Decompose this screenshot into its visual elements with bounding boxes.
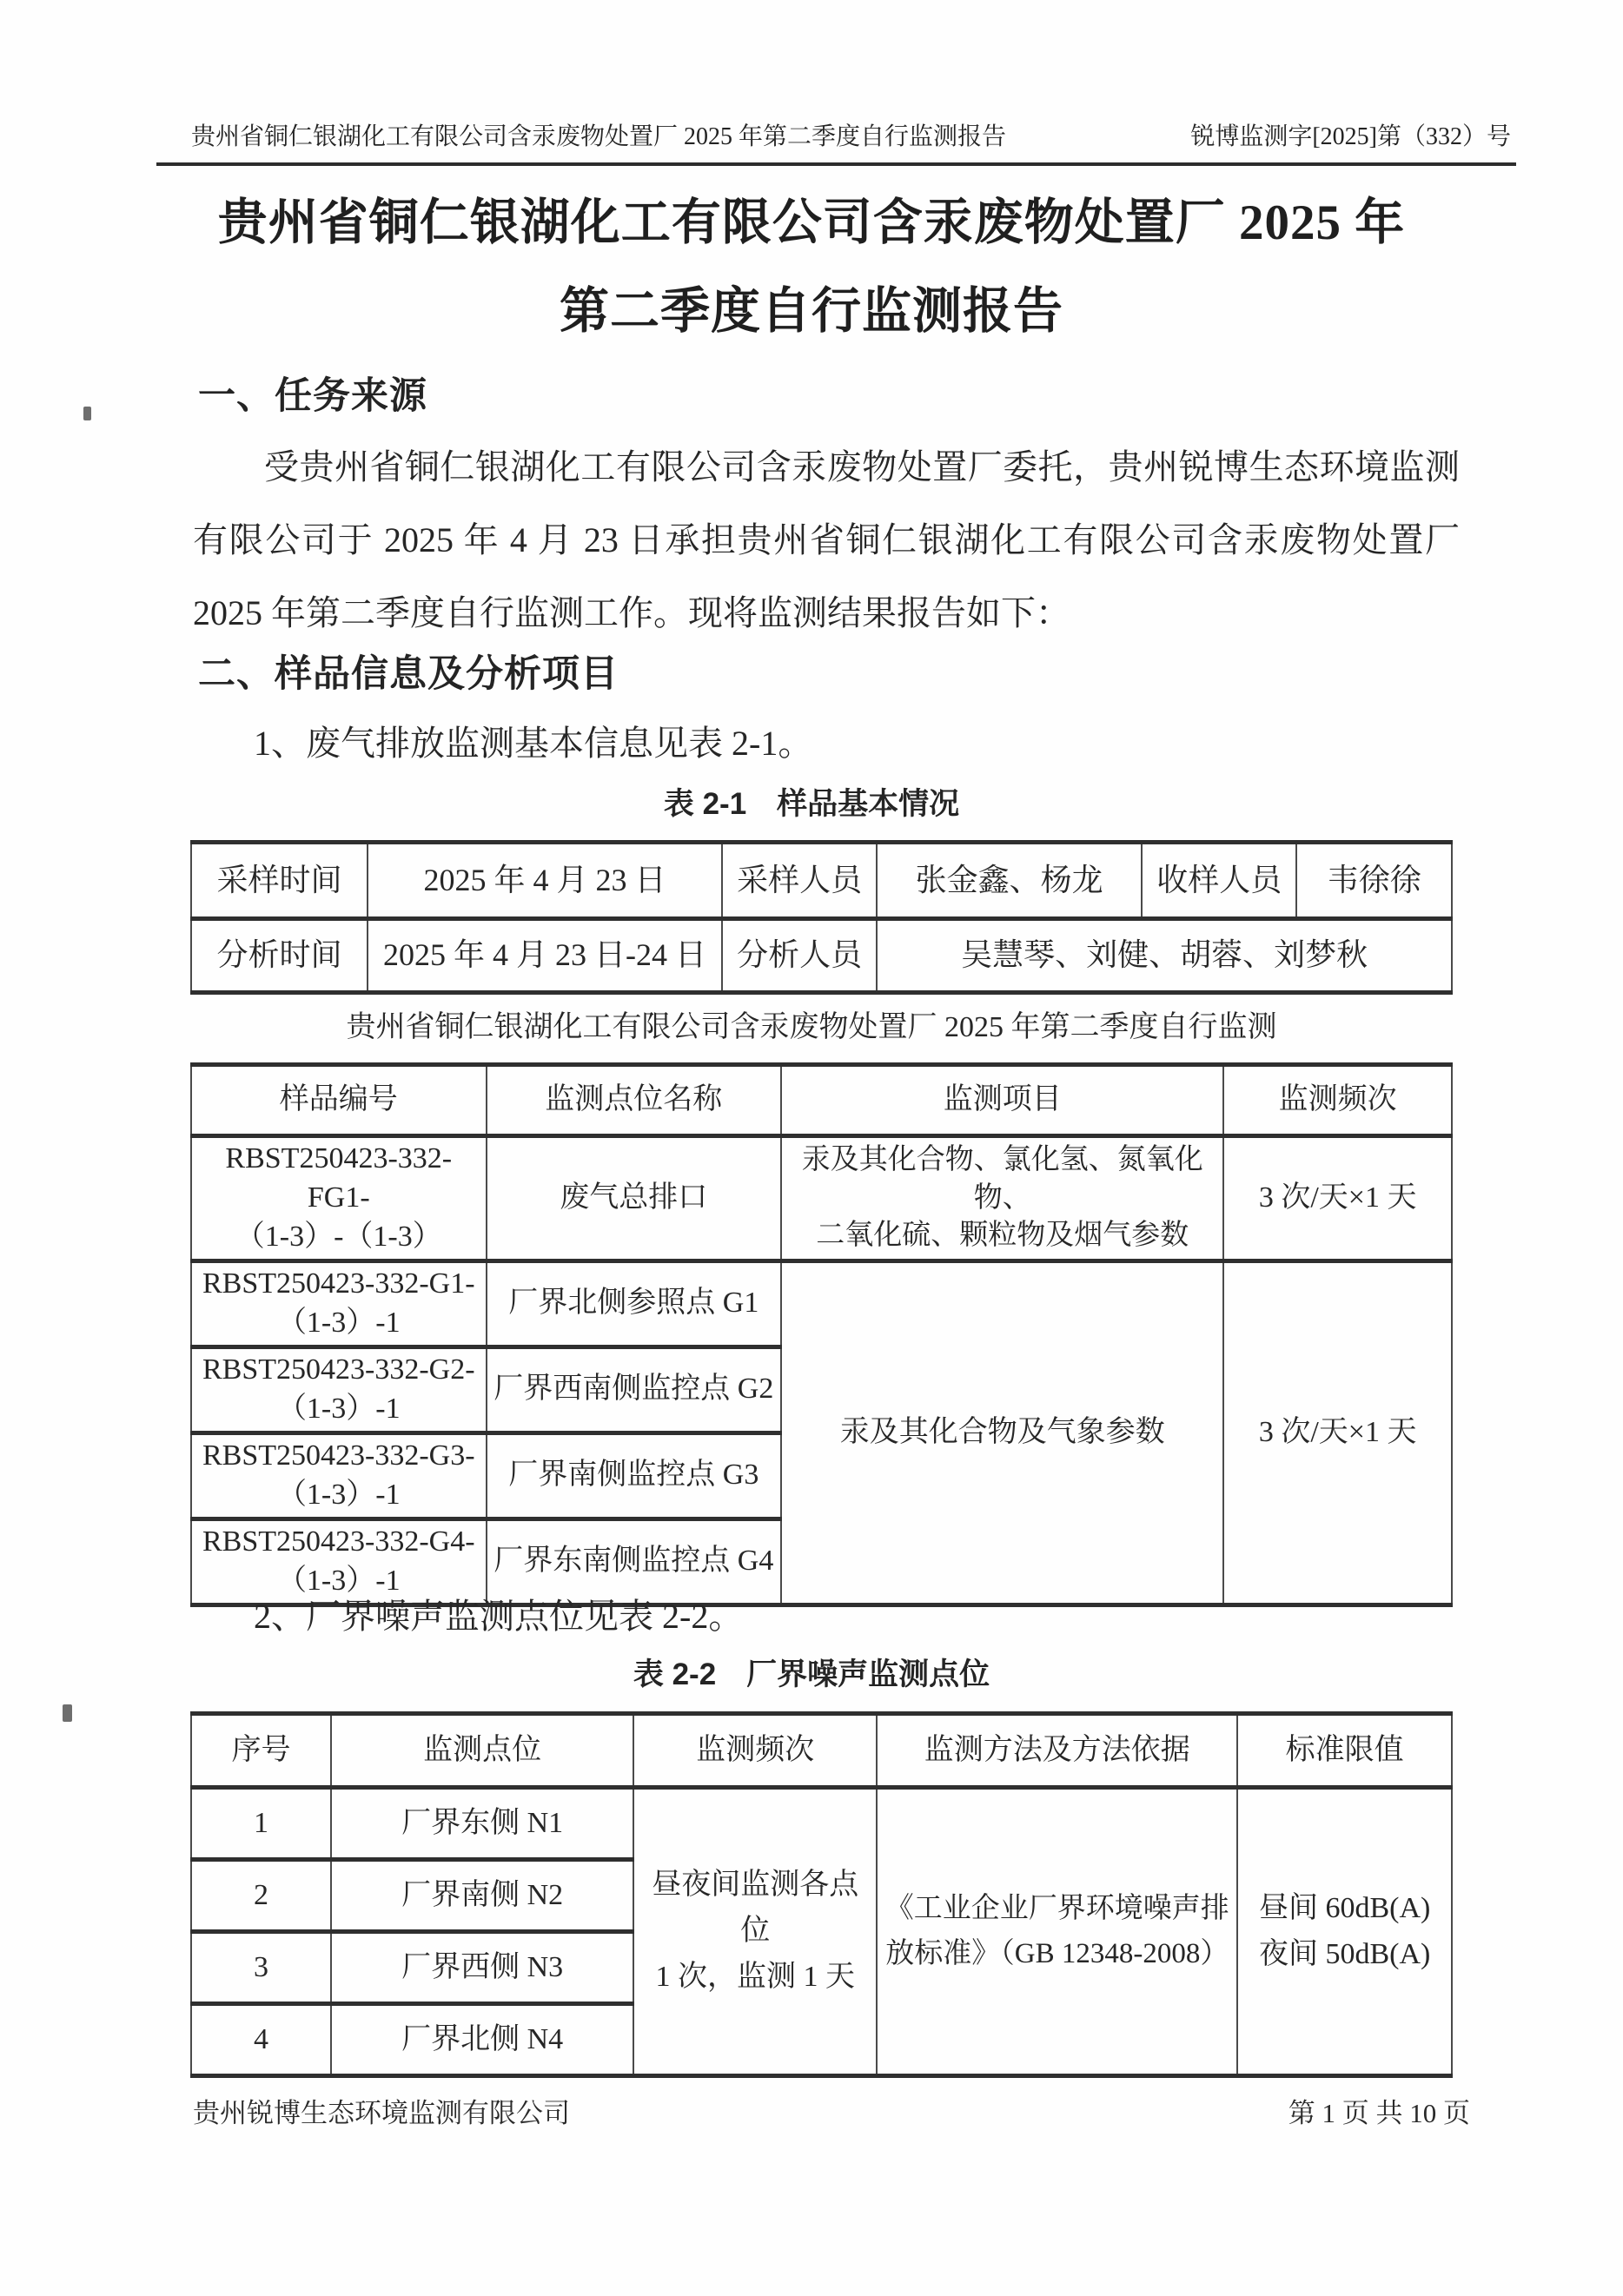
cell-label: 分析人员 — [722, 919, 877, 993]
section1-heading: 一、任务来源 — [198, 375, 427, 417]
sample-id-line1: RBST250423-332-G3- — [202, 1439, 475, 1472]
table21-subcaption: 贵州省铜仁银湖化工有限公司含汞废物处置厂 2025 年第二季度自行监测 — [346, 1011, 1277, 1043]
header-doc-number: 锐博监测字[2025]第（332）号 — [1190, 123, 1511, 150]
table-row — [191, 1136, 1452, 1261]
merged-method-cell — [877, 1788, 1237, 2076]
report-title-line1: 贵州省铜仁银湖化工有限公司含汞废物处置厂 2025 年 — [217, 195, 1406, 250]
report-title-line2: 第二季度自行监测报告 — [560, 284, 1063, 339]
index-cell: 1 — [191, 1788, 331, 1860]
limit-day: 昼间 60dB(A) — [1258, 1891, 1431, 1924]
point-cell: 厂界南侧监控点 G3 — [487, 1433, 782, 1519]
frequency-line2: 1 次，监测 1 天 — [655, 1960, 856, 1993]
column-header: 监测点位 — [331, 1714, 633, 1788]
column-header: 监测项目 — [781, 1065, 1223, 1136]
scan-artifact — [63, 1704, 72, 1722]
page-header — [156, 120, 1516, 166]
table-row — [191, 1788, 1452, 1860]
table-header-row — [191, 1065, 1452, 1136]
sample-id-line2: （1-3）-1 — [276, 1306, 401, 1339]
table-row — [191, 1260, 1452, 1347]
table-row — [191, 843, 1452, 919]
merged-items-cell: 汞及其化合物及气象参数 — [781, 1260, 1223, 1605]
method-line2: 放标准》（GB 12348-2008） — [885, 1937, 1229, 1969]
column-header: 监测频次 — [1223, 1065, 1452, 1136]
sample-id-cell — [191, 1519, 487, 1605]
cell-label: 分析时间 — [191, 919, 368, 993]
table-2-2-noise-points — [190, 1711, 1453, 2078]
list-item-1: 1、废气排放监测基本信息见表 2-1。 — [254, 724, 813, 763]
table-2-1-monitoring — [190, 1062, 1453, 1607]
table22-caption: 表 2-2 厂界噪声监测点位 — [633, 1657, 990, 1691]
cell-label: 收样人员 — [1142, 843, 1296, 919]
sample-id-line2: （1-3）-1 — [276, 1564, 401, 1597]
index-cell: 3 — [191, 1932, 331, 2004]
sample-id-line2: （1-3）-（1-3） — [235, 1220, 442, 1253]
point-cell: 厂界东南侧监控点 G4 — [487, 1519, 782, 1605]
cell-label: 采样人员 — [722, 843, 877, 919]
table-row — [191, 919, 1452, 993]
items-line1: 汞及其化合物、氯化氢、氮氧化物、 — [801, 1143, 1203, 1214]
sample-id-line1: RBST250423-332-G1- — [202, 1267, 475, 1300]
point-cell: 厂界北侧参照点 G1 — [487, 1260, 782, 1347]
page-footer — [193, 2095, 1470, 2132]
column-header: 监测频次 — [633, 1714, 877, 1788]
sample-id-line2: （1-3）-1 — [276, 1392, 401, 1425]
footer-page-number: 第 1 页 共 10 页 — [1288, 2098, 1470, 2128]
column-header: 标准限值 — [1237, 1714, 1452, 1788]
table21-caption: 表 2-1 样品基本情况 — [663, 787, 960, 821]
sample-id-line2: （1-3）-1 — [276, 1478, 401, 1511]
section2-heading: 二、样品信息及分析项目 — [198, 653, 619, 695]
sample-id-line1: RBST250423-332-FG1- — [225, 1142, 453, 1214]
column-header: 样品编号 — [191, 1065, 487, 1136]
sample-id-line1: RBST250423-332-G2- — [202, 1353, 475, 1386]
cell-value: 2025 年 4 月 23 日 — [368, 843, 722, 919]
cell-value: 2025 年 4 月 23 日-24 日 — [368, 919, 722, 993]
merged-frequency-cell: 3 次/天×1 天 — [1223, 1260, 1452, 1605]
column-header: 监测点位名称 — [487, 1065, 782, 1136]
column-header: 序号 — [191, 1714, 331, 1788]
items-cell — [781, 1136, 1223, 1261]
merged-limit-cell — [1237, 1788, 1452, 2076]
header-left-text: 贵州省铜仁银湖化工有限公司含汞废物处置厂 2025 年第二季度自行监测报告 — [191, 123, 1007, 150]
sample-id-cell — [191, 1260, 487, 1347]
frequency-cell: 3 次/天×1 天 — [1223, 1136, 1452, 1261]
point-cell: 厂界西侧 N3 — [331, 1932, 633, 2004]
sample-id-cell — [191, 1347, 487, 1433]
method-line1: 《工业企业厂界环境噪声排 — [884, 1893, 1229, 1925]
table-2-1-sample-info — [190, 840, 1453, 995]
cell-value: 韦徐徐 — [1296, 843, 1452, 919]
cell-label: 采样时间 — [191, 843, 368, 919]
table-header-row — [191, 1714, 1452, 1788]
index-cell: 4 — [191, 2004, 331, 2076]
scan-artifact — [83, 407, 91, 420]
frequency-line1: 昼夜间监测各点位 — [652, 1869, 859, 1948]
limit-night: 夜间 50dB(A) — [1258, 1937, 1431, 1970]
section1-paragraph: 受贵州省铜仁银湖化工有限公司含汞废物处置厂委托，贵州锐博生态环境监测有限公司于 2025 年 4 月 23 日承担贵州省铜仁银湖化工有限公司含汞废物处置厂 2025 年第二季度自行监测工作。现将监测结果报告如下： — [193, 447, 1460, 632]
sample-id-line1: RBST250423-332-G4- — [202, 1525, 475, 1558]
footer-company: 贵州锐博生态环境监测有限公司 — [193, 2098, 570, 2128]
cell-value: 张金鑫、杨龙 — [877, 843, 1142, 919]
merged-frequency-cell — [633, 1788, 877, 2076]
point-cell: 废气总排口 — [487, 1136, 782, 1261]
items-line2: 二氧化硫、颗粒物及烟气参数 — [816, 1220, 1189, 1252]
sample-id-cell — [191, 1433, 487, 1519]
point-cell: 厂界南侧 N2 — [331, 1860, 633, 1932]
cell-value: 吴慧琴、刘健、胡蓉、刘梦秋 — [877, 919, 1452, 993]
point-cell: 厂界北侧 N4 — [331, 2004, 633, 2076]
index-cell: 2 — [191, 1860, 331, 1932]
column-header: 监测方法及方法依据 — [877, 1714, 1237, 1788]
point-cell: 厂界东侧 N1 — [331, 1788, 633, 1860]
point-cell: 厂界西南侧监控点 G2 — [487, 1347, 782, 1433]
sample-id-cell — [191, 1136, 487, 1261]
list-item-2: 2、厂界噪声监测点位见表 2-2。 — [254, 1597, 744, 1636]
